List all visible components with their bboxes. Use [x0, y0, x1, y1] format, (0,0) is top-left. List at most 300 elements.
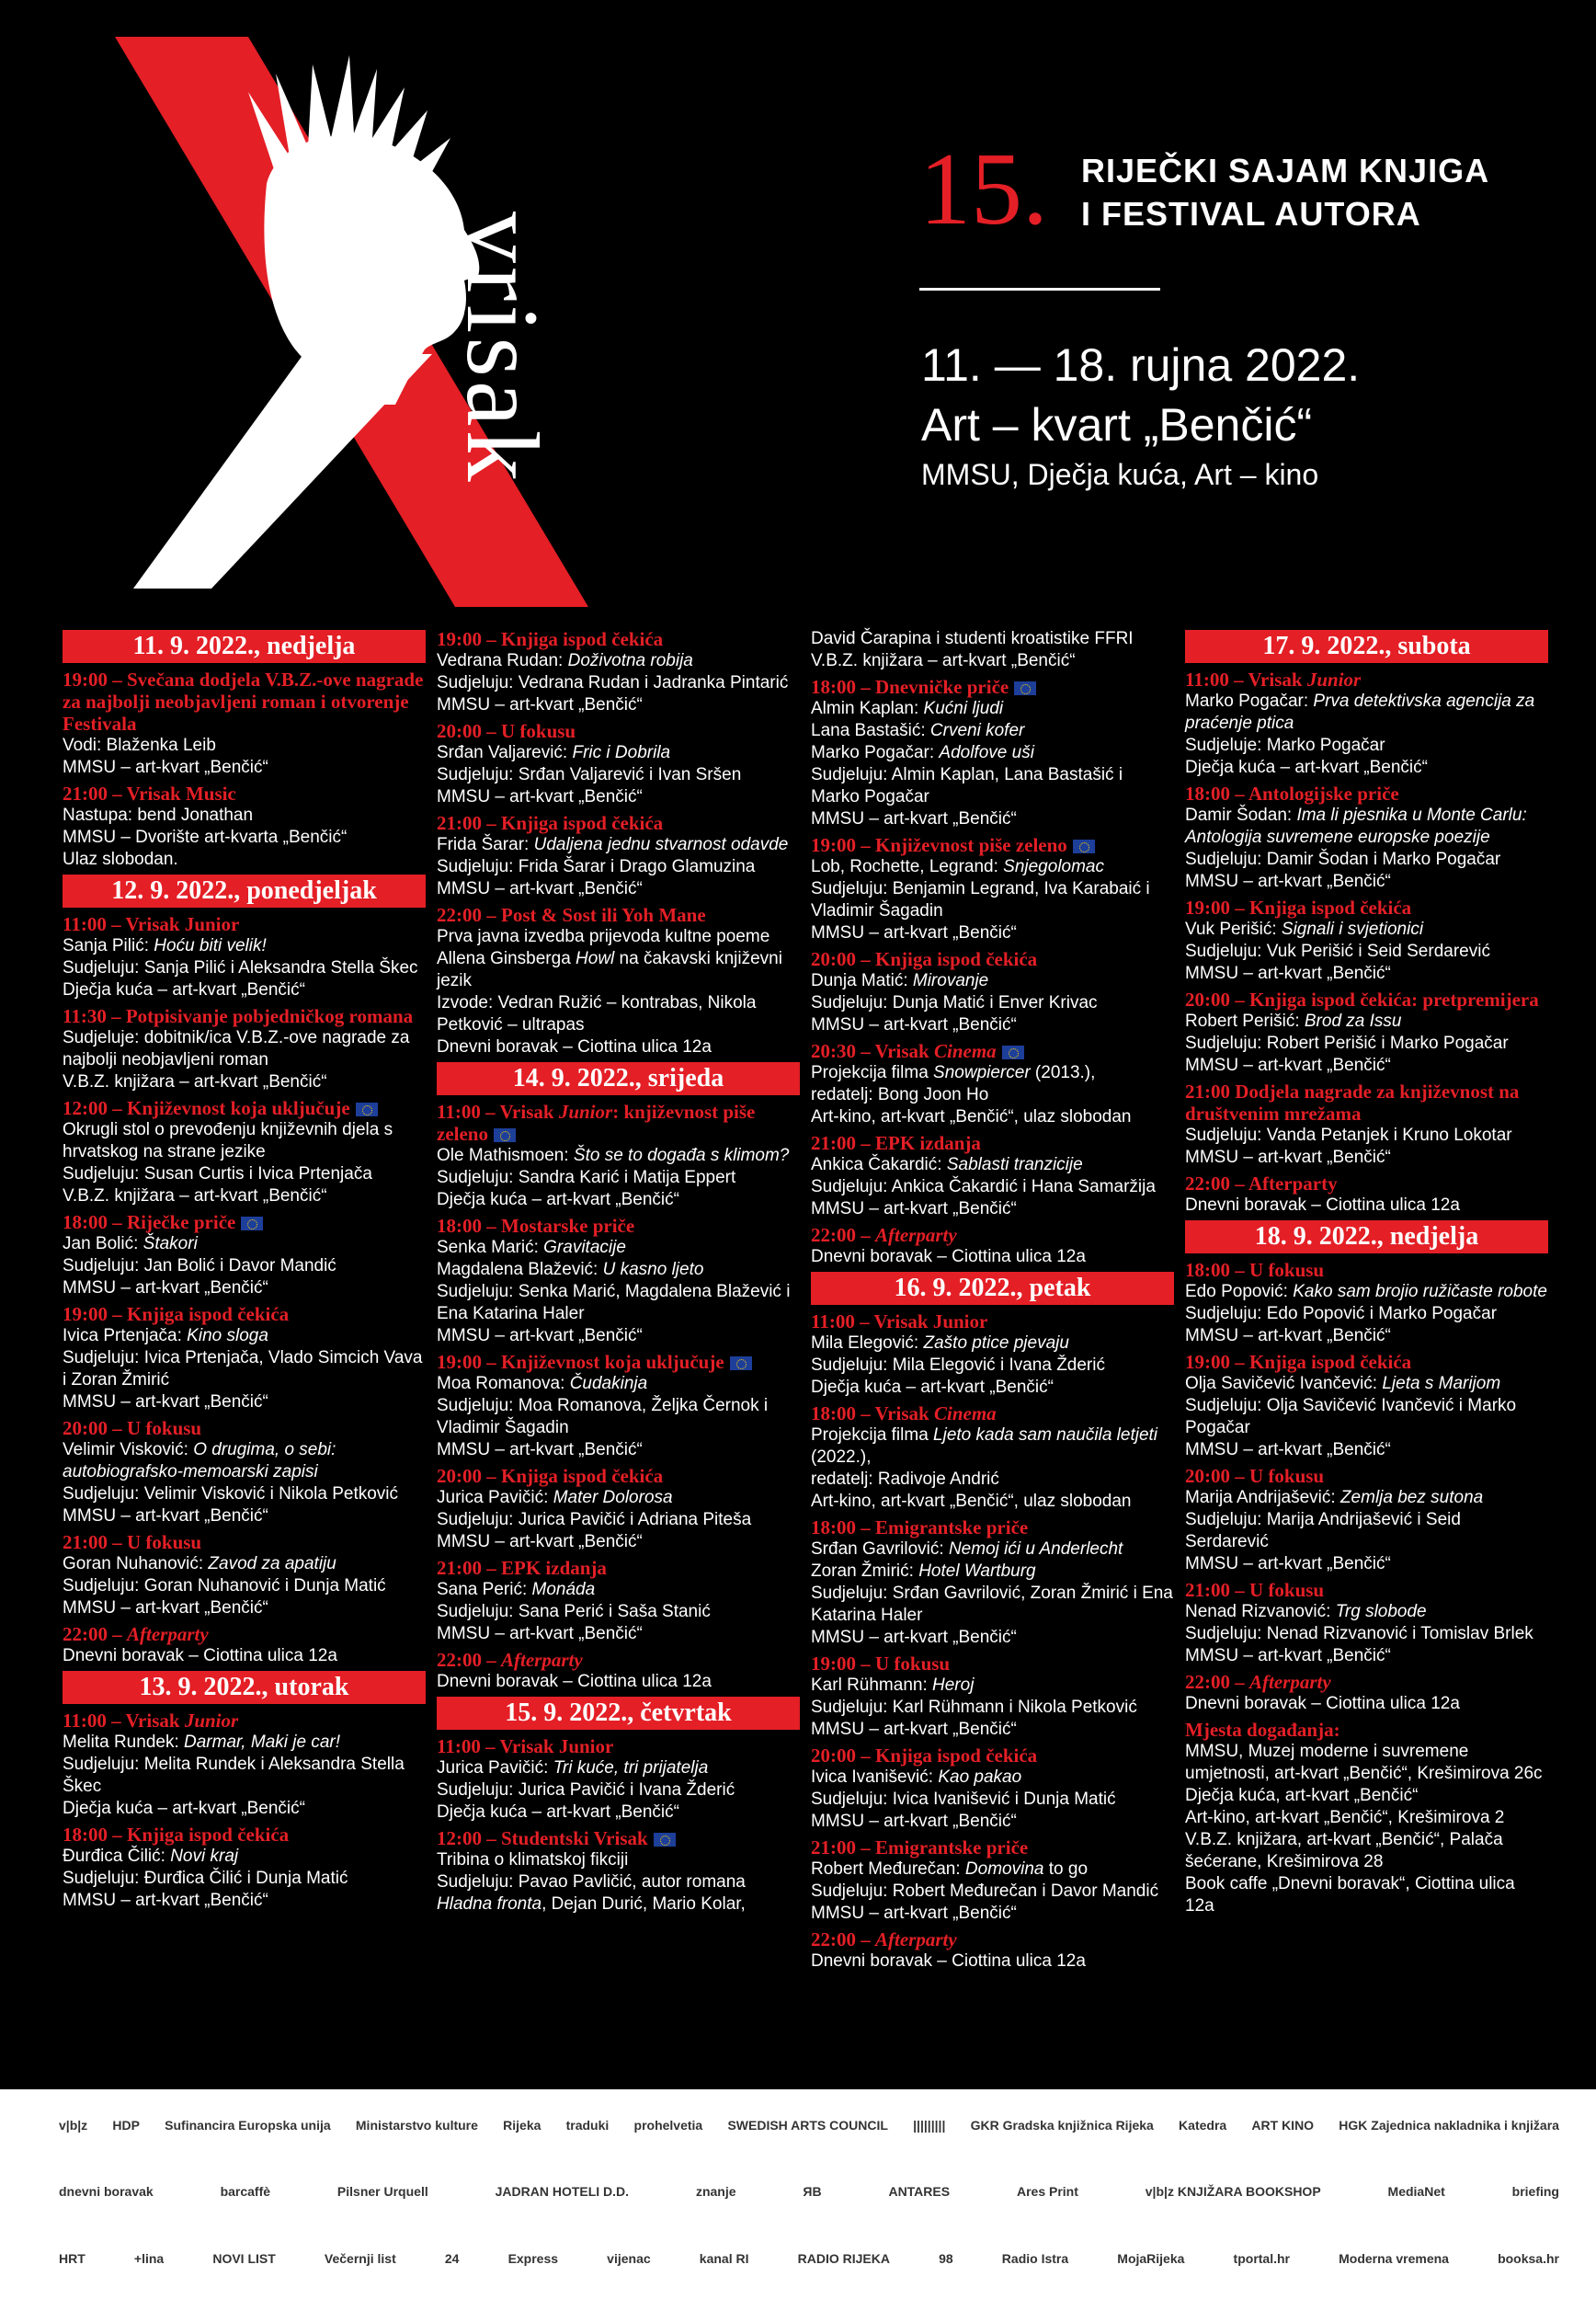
- event-title: 11:30 – Potpisivanje pobjedničkog romana: [63, 1005, 414, 1027]
- program-event: [437, 1351, 800, 1461]
- day-header: 18. 9. 2022., nedjelja: [1185, 1220, 1548, 1253]
- program-event: [63, 783, 426, 871]
- event-detail: Marko Pogačar: Prva detektivska agencija za praćenje ptica: [1185, 692, 1535, 733]
- event-detail: Sudjeluju: Olja Savičević Ivančević i Marko Pogačar: [1185, 1396, 1517, 1437]
- program-event: [437, 628, 800, 716]
- sponsor-logo: HRT: [59, 2251, 86, 2266]
- event-detail: MMSU – art-kvart „Benčić“: [63, 1506, 268, 1526]
- event-title: 11:00 – Vrisak Junior: [63, 913, 240, 935]
- day-header: 17. 9. 2022., subota: [1185, 630, 1548, 663]
- program-event: [1185, 897, 1548, 985]
- event-detail: MMSU – art-kvart „Benčić“: [811, 1720, 1017, 1739]
- event-detail: Dnevni boravak – Ciottina ulica 12a: [437, 1037, 712, 1057]
- event-detail: MMSU – art-kvart „Benčić“: [1185, 1056, 1391, 1075]
- program-event: [437, 1735, 800, 1824]
- program-column-3: [811, 628, 1174, 1976]
- eu-flag-icon: [1002, 1046, 1024, 1059]
- program-event: [1185, 1465, 1548, 1575]
- event-detail: Book caffe „Dnevni boravak“, Ciottina ulica 12a: [1185, 1874, 1515, 1916]
- event-detail: Lob, Rochette, Legrand: Snjegolomac: [811, 857, 1104, 876]
- event-detail: Sudjeluju: Karl Rühmann i Nikola Petković: [811, 1698, 1137, 1717]
- program-event: [437, 904, 800, 1058]
- sponsor-logo: ANTARES: [888, 2184, 951, 2199]
- event-title: 11:00 – Vrisak Junior: književnost piše zeleno: [437, 1101, 756, 1145]
- sponsor-logo: Ares Print: [1016, 2184, 1078, 2199]
- event-detail: Karl Rühmann: Heroj: [811, 1676, 975, 1695]
- event-detail: MMSU – art-kvart „Benčić“: [1185, 1554, 1391, 1573]
- event-detail: V.B.Z. knjižara – art-kvart „Benčić“: [63, 1186, 327, 1206]
- event-detail: Mila Elegović: Zašto ptice pjevaju: [811, 1333, 1069, 1353]
- event-detail: Zoran Žmirić: Hotel Wartburg: [811, 1561, 1036, 1581]
- event-detail: Sana Perić: Monáda: [437, 1580, 596, 1599]
- event-detail: MMSU – art-kvart „Benčić“: [1185, 1326, 1391, 1345]
- program-event: [811, 1132, 1174, 1220]
- event-title: 21:00 – Emigrantske priče: [811, 1836, 1029, 1859]
- event-title: 21:00 – EPK izdanja: [811, 1132, 981, 1154]
- event-detail: Sudjeluju: Vanda Petanjek i Kruno Lokotar: [1185, 1126, 1512, 1145]
- event-title: 22:00 – Afterparty: [1185, 1172, 1338, 1195]
- event-title: 20:00 – Knjiga ispod čekića: [811, 948, 1038, 970]
- event-detail: MMSU – art-kvart „Benčić“: [437, 1326, 643, 1345]
- event-detail: Ivica Prtenjača: Kino sloga: [63, 1326, 268, 1345]
- program-event: [1185, 1081, 1548, 1169]
- program-event: [63, 1824, 426, 1912]
- event-title: 19:00 – Knjiga ispod čekića: [1185, 1351, 1412, 1373]
- event-title: 18:00 – Antologijske priče: [1185, 783, 1399, 805]
- eu-flag-icon: [730, 1356, 752, 1370]
- event-title: 20:00 – Knjiga ispod čekića: [437, 1465, 664, 1487]
- event-detail: Đurđica Čilić: Novi kraj: [63, 1847, 239, 1866]
- event-detail: Ole Mathismoen: Što se to događa s klimom?: [437, 1146, 790, 1165]
- event-detail: MMSU – art-kvart „Benčić“: [811, 1904, 1017, 1923]
- program-event: [1185, 1671, 1548, 1715]
- day-header: 14. 9. 2022., srijeda: [437, 1062, 800, 1095]
- event-title: 22:00 – Afterparty: [1185, 1671, 1331, 1693]
- event-detail: Sudjeluju: Srđan Gavrilović, Zoran Žmirić i Ena Katarina Haler: [811, 1584, 1173, 1625]
- event-detail: MMSU, Muzej moderne i suvremene umjetnosti, art-kvart „Benčić“, Krešimirova 26c: [1185, 1742, 1543, 1783]
- program-event: [811, 1836, 1174, 1925]
- event-detail: Sudjeluju: Susan Curtis i Ivica Prtenjača: [63, 1164, 372, 1184]
- event-title: 21:00 – U fokusu: [63, 1531, 202, 1553]
- event-detail: MMSU – art-kvart „Benčić“: [1185, 1148, 1391, 1167]
- festival-title-line1: RIJEČKI SAJAM KNJIGA: [1081, 152, 1490, 189]
- event-detail: Art-kino, art-kvart „Benčić“, Krešimirova 2: [1185, 1808, 1505, 1827]
- event-detail: MMSU – art-kvart „Benčić“: [63, 758, 268, 777]
- program-event: [63, 1005, 426, 1093]
- event-detail: Robert Međurečan: Domovina to go: [811, 1859, 1089, 1879]
- event-detail: Sudjeluju: Pavao Pavličić, autor romana Hladna fronta, Dejan Durić, Mario Kolar,: [437, 1872, 746, 1914]
- event-detail: Goran Nuhanović: Zavod za apatiju: [63, 1554, 336, 1573]
- event-title: 18:00 – Riječke priče: [63, 1211, 426, 1233]
- event-title: 12:00 – Studentski Vrisak: [437, 1827, 800, 1849]
- program-event: [811, 834, 1174, 944]
- header-divider: [919, 288, 1160, 291]
- sponsor-logo: Express: [507, 2251, 559, 2266]
- eu-flag-icon: [494, 1128, 516, 1142]
- sponsor-row: [55, 2165, 1563, 2218]
- event-detail: MMSU – art-kvart „Benčić“: [811, 1199, 1017, 1218]
- event-detail: Dnevni boravak – Ciottina ulica 12a: [1185, 1195, 1460, 1215]
- program-event: [811, 1310, 1174, 1399]
- program-event: [1185, 669, 1548, 779]
- event-detail: Dječja kuća – art-kvart „Benčić“: [811, 1378, 1054, 1397]
- event-detail: MMSU – art-kvart „Benčić“: [63, 1392, 268, 1412]
- program-event: [1185, 1172, 1548, 1217]
- event-detail: Sudjeluju: Vuk Perišić i Seid Serdarević: [1185, 942, 1490, 961]
- edition-number: 15.: [919, 132, 1048, 246]
- sponsor-logo: vijenac: [607, 2251, 651, 2266]
- event-title: 22:00 – Afterparty: [811, 1928, 957, 1950]
- program-column-2: [437, 628, 800, 1919]
- program-event: [1185, 1579, 1548, 1667]
- event-detail: Dječja kuća, art-kvart „Benčić“: [1185, 1786, 1419, 1805]
- event-detail: Marija Andrijašević: Zemlja bez sutona: [1185, 1488, 1484, 1507]
- event-detail: Sanja Pilić: Hoću biti velik!: [63, 936, 267, 955]
- program-event: [811, 676, 1174, 830]
- event-detail: Sudjeluju: Ivica Prtenjača, Vlado Simcich Vava i Zoran Žmirić: [63, 1348, 423, 1390]
- event-detail: Dnevni boravak – Ciottina ulica 12a: [63, 1646, 337, 1665]
- event-title: 19:00 – Knjiga ispod čekića: [63, 1303, 290, 1325]
- event-detail: V.B.Z. knjižara, art-kvart „Benčić“, Palača šećerane, Krešimirova 28: [1185, 1830, 1503, 1871]
- event-detail: Sudjeluju: Marija Andrijašević i Seid Serdarević: [1185, 1510, 1461, 1551]
- event-title: 22:00 – Afterparty: [63, 1623, 209, 1645]
- event-detail: MMSU – art-kvart „Benčić“: [437, 879, 643, 898]
- event-detail: Tribina o klimatskoj fikciji: [437, 1850, 629, 1870]
- sponsor-logo: |||||||||: [913, 2118, 946, 2133]
- event-detail: Sudjeluje: Marko Pogačar: [1185, 736, 1385, 755]
- program-event: [437, 1557, 800, 1645]
- event-title: 11:00 – Vrisak Junior: [437, 1735, 614, 1757]
- event-detail: Sudjeluju: Srđan Valjarević i Ivan Sršen: [437, 765, 742, 784]
- event-detail: MMSU – art-kvart „Benčić“: [437, 1624, 643, 1643]
- sponsor-bar: [0, 2089, 1596, 2299]
- program-event: [437, 720, 800, 808]
- event-detail: Sudjeluju: Nenad Rizvanović i Tomislav Brlek: [1185, 1624, 1533, 1643]
- event-detail: Vuk Perišić: Signali i svjetionici: [1185, 920, 1424, 939]
- event-title: 18:00 – Emigrantske priče: [811, 1516, 1029, 1538]
- sponsor-logo: Radio Istra: [1001, 2251, 1069, 2266]
- event-detail: MMSU – Dvorište art-kvarta „Benčić“: [63, 828, 348, 847]
- day-header: 12. 9. 2022., ponedjeljak: [63, 875, 426, 908]
- event-title: 21:00 – U fokusu: [1185, 1579, 1325, 1601]
- event-detail: Sudjeluju: Almin Kaplan, Lana Bastašić i Marko Pogačar: [811, 765, 1123, 806]
- event-detail: Marko Pogačar: Adolfove uši: [811, 743, 1034, 762]
- event-detail: V.B.Z. knjižara – art-kvart „Benčić“: [63, 1072, 327, 1092]
- event-title: 21:00 – Vrisak Music: [63, 783, 236, 805]
- event-title: 11:00 – Vrisak Junior: [63, 1710, 239, 1732]
- event-title: 18:00 – U fokusu: [1185, 1259, 1325, 1281]
- event-detail: Srđan Valjarević: Fric i Dobrila: [437, 743, 671, 762]
- program-event: [63, 669, 426, 779]
- event-detail: Dnevni boravak – Ciottina ulica 12a: [437, 1672, 712, 1691]
- event-title: 21:00 Dodjela nagrade za književnost na društvenim mrežama: [1185, 1081, 1520, 1125]
- sponsor-logo: MojaRijeka: [1117, 2251, 1185, 2266]
- eu-flag-icon: [356, 1103, 378, 1116]
- event-detail: Jurica Pavičić: Tri kuće, tri prijatelja: [437, 1758, 709, 1778]
- event-detail: MMSU – art-kvart „Benčić“: [1185, 1440, 1391, 1459]
- event-detail: Prva javna izvedba prijevoda kultne poeme Allena Ginsberga Howl na čakavski književni jezik: [437, 927, 782, 990]
- sponsor-logo: znanje: [695, 2184, 736, 2199]
- eu-flag-icon: [654, 1833, 676, 1847]
- event-title: 22:00 – Afterparty: [437, 1649, 583, 1671]
- logo-word: vrisak: [445, 212, 559, 486]
- program-event: [811, 948, 1174, 1036]
- event-detail: Sudjeluju: Jan Bolić i Davor Mandić: [63, 1256, 336, 1275]
- sponsor-logo: SWEDISH ARTS COUNCIL: [727, 2118, 888, 2133]
- day-header: 15. 9. 2022., četvrtak: [437, 1697, 800, 1730]
- event-title: 18:00 – Dnevničke priče: [811, 676, 1174, 698]
- event-detail: Sudjeluju: Jurica Pavičić i Ivana Žderić: [437, 1780, 735, 1800]
- event-detail: Sudjeluju: Frida Šarar i Drago Glamuzina: [437, 857, 756, 876]
- event-detail: redatelj: Radivoje Andrić: [811, 1470, 999, 1489]
- program-event: [63, 1710, 426, 1820]
- event-detail: MMSU – art-kvart „Benčić“: [437, 695, 643, 715]
- event-detail: Dnevni boravak – Ciottina ulica 12a: [811, 1951, 1086, 1971]
- sponsor-logo: NOVI LIST: [212, 2251, 276, 2266]
- sponsor-logo: +lina: [133, 2251, 165, 2266]
- sponsor-logo: HGK Zajednica nakladnika i knjižara: [1339, 2118, 1559, 2133]
- event-title: 11:00 – Vrisak Junior: [1185, 669, 1362, 691]
- program-event: [63, 1623, 426, 1667]
- event-detail: Almin Kaplan: Kućni ljudi: [811, 699, 1004, 718]
- day-header: 11. 9. 2022., nedjelja: [63, 630, 426, 663]
- program-event: [437, 1649, 800, 1693]
- sponsor-logo: Moderna vremena: [1339, 2251, 1449, 2266]
- event-title: 21:00 – Knjiga ispod čekića: [437, 812, 664, 834]
- event-detail: Sudjeluju: Jurica Pavičić i Adriana Piteša: [437, 1510, 752, 1529]
- event-detail: Velimir Visković: O drugima, o sebi: autobiografsko-memoarski zapisi: [63, 1440, 336, 1481]
- event-title: 20:00 – U fokusu: [1185, 1465, 1325, 1487]
- sponsor-logo: GKR Gradska knjižnica Rijeka: [970, 2118, 1154, 2133]
- event-title: 11:00 – Vrisak Junior: [811, 1310, 988, 1333]
- event-title: 18:00 – Mostarske priče: [437, 1215, 635, 1237]
- event-detail: Dunja Matić: Mirovanje: [811, 971, 989, 990]
- festival-venue: Art – kvart „Benčić“: [921, 399, 1313, 451]
- program-event: [811, 1744, 1174, 1833]
- eu-flag-icon: [241, 1217, 263, 1230]
- eu-flag-icon: [1014, 681, 1036, 695]
- program-event: [437, 1465, 800, 1553]
- program-event: [63, 1303, 426, 1413]
- event-detail: Sudjeluju: Melita Rundek i Aleksandra Stella Škec: [63, 1755, 405, 1796]
- event-title: 20:00 – Knjiga ispod čekića: [811, 1744, 1038, 1767]
- sponsor-logo: JADRAN HOTELI D.D.: [495, 2184, 630, 2199]
- event-detail: Lana Bastašić: Crveni kofer: [811, 721, 1025, 740]
- program-event: [63, 1531, 426, 1619]
- event-detail: Art-kino, art-kvart „Benčić“, ulaz slobodan: [811, 1107, 1132, 1127]
- program-event: [811, 1040, 1174, 1128]
- program-event: [1185, 1351, 1548, 1461]
- event-detail: Art-kino, art-kvart „Benčić“, ulaz slobodan: [811, 1492, 1132, 1511]
- event-detail: MMSU – art-kvart „Benčić“: [437, 787, 643, 806]
- event-detail: redatelj: Bong Joon Ho: [811, 1085, 989, 1104]
- event-title: 22:00 – Afterparty: [811, 1224, 957, 1246]
- sponsor-logo: Rijeka: [503, 2118, 542, 2133]
- sponsor-row: [55, 2232, 1563, 2285]
- sponsor-logo: v|b|z: [59, 2118, 88, 2133]
- sponsor-logo: briefing: [1511, 2184, 1559, 2199]
- festival-venue-sub: MMSU, Dječja kuća, Art – kino: [921, 458, 1319, 491]
- event-detail: Sudjeluju: Sana Perić i Saša Stanić: [437, 1602, 711, 1621]
- event-detail: MMSU – art-kvart „Benčić“: [437, 1440, 643, 1459]
- event-detail: Vodi: Blaženka Leib: [63, 736, 216, 755]
- event-detail: Dječja kuća – art-kvart „Benčić“: [1185, 758, 1428, 777]
- event-detail: MMSU – art-kvart „Benčić“: [811, 1628, 1017, 1647]
- event-detail: Sudjeluju: Ankica Čakardić i Hana Samaržija: [811, 1177, 1156, 1196]
- event-detail: Ulaz slobodan.: [63, 850, 178, 869]
- program-event: [437, 1101, 800, 1211]
- event-detail: MMSU – art-kvart „Benčić“: [811, 1812, 1017, 1831]
- sponsor-logo: v|b|z KNJIŽARA BOOKSHOP: [1145, 2184, 1321, 2199]
- event-title: 19:00 – Književnost piše zeleno: [811, 834, 1174, 856]
- program-event: [811, 1516, 1174, 1649]
- program-event: [811, 1928, 1174, 1973]
- event-detail: MMSU – art-kvart „Benčić“: [63, 1278, 268, 1298]
- program-event: [1185, 1259, 1548, 1347]
- program-event: [811, 1224, 1174, 1268]
- event-title: 19:00 – Knjiga ispod čekića: [437, 628, 664, 650]
- sponsor-logo: Sufinancira Europska unija: [165, 2118, 331, 2133]
- event-detail: Dječja kuća – art-kvart „Benčić“: [63, 1799, 305, 1818]
- event-detail: Sudjeluju: Dunja Matić i Enver Krivac: [811, 993, 1098, 1012]
- program-event: [63, 1417, 426, 1527]
- event-detail: Nenad Rizvanović: Trg slobode: [1185, 1602, 1427, 1621]
- event-detail: Melita Rundek: Darmar, Maki je car!: [63, 1733, 340, 1752]
- event-title: Mjesta događanja:: [1185, 1719, 1340, 1741]
- event-title: 20:30 – Vrisak Cinema: [811, 1040, 1174, 1062]
- event-detail: Dječja kuća – art-kvart „Benčić“: [437, 1190, 679, 1209]
- sponsor-logo: MediaNet: [1387, 2184, 1445, 2199]
- event-detail: MMSU – art-kvart „Benčić“: [63, 1598, 268, 1618]
- event-detail: Sudjeluju: Đurđica Čilić i Dunja Matić: [63, 1869, 348, 1888]
- sponsor-logo: Večernji list: [324, 2251, 396, 2266]
- event-detail: Sudjeluju: Moa Romanova, Željka Černok i Vladimir Šagadin: [437, 1396, 769, 1437]
- event-title: 22:00 – Post & Sost ili Yoh Mane: [437, 904, 706, 926]
- event-detail: Sudjeluju: Benjamin Legrand, Iva Karabaić i Vladimir Šagadin: [811, 879, 1150, 921]
- event-detail: Sudjeluju: Sandra Karić i Matija Eppert: [437, 1168, 736, 1187]
- sponsor-logo: Ministarstvo kulture: [355, 2118, 478, 2133]
- event-title: 19:00 – U fokusu: [811, 1653, 951, 1675]
- eu-flag-icon: [1073, 840, 1095, 853]
- program-event: [63, 913, 426, 1001]
- event-detail: Sudjeluju: Edo Popović i Marko Pogačar: [1185, 1304, 1498, 1323]
- sponsor-logo: Katedra: [1179, 2118, 1227, 2133]
- event-detail: David Čarapina i studenti kroatistike FFRI: [811, 629, 1134, 648]
- event-detail: Olja Savičević Ivančević: Ljeta s Marijom: [1185, 1374, 1501, 1393]
- event-detail: Sudjeluju: Sanja Pilić i Aleksandra Stella Škec: [63, 958, 418, 978]
- event-title: 20:00 – U fokusu: [63, 1417, 202, 1439]
- program-event: [1185, 783, 1548, 893]
- event-detail: Projekcija filma Snowpiercer (2013.),: [811, 1063, 1096, 1082]
- event-detail: Sudjeluju: Mila Elegović i Ivana Žderić: [811, 1355, 1105, 1375]
- poster-header: [0, 0, 1596, 625]
- event-detail: Srđan Gavrilović: Nemoj ići u Anderlecht: [811, 1539, 1123, 1559]
- sponsor-logo: HDP: [112, 2118, 140, 2133]
- event-title: 20:00 – U fokusu: [437, 720, 576, 742]
- event-detail: Sudjeluju: Vedrana Rudan i Jadranka Pintarić: [437, 673, 789, 692]
- event-title: 21:00 – EPK izdanja: [437, 1557, 607, 1579]
- event-detail: Nastupa: bend Jonathan: [63, 806, 254, 825]
- event-detail: Sudjeluju: Velimir Visković i Nikola Petković: [63, 1484, 399, 1504]
- event-title: 19:00 – Knjiga ispod čekića: [1185, 897, 1412, 919]
- event-detail: MMSU – art-kvart „Benčić“: [811, 1015, 1017, 1035]
- program-event: [63, 1211, 426, 1299]
- event-detail: Dnevni boravak – Ciottina ulica 12a: [811, 1247, 1086, 1266]
- sponsor-logo: traduki: [565, 2118, 610, 2133]
- sponsor-logo: RADIO RIJEKA: [797, 2251, 890, 2266]
- sponsor-logo: dnevni boravak: [59, 2184, 154, 2199]
- event-detail: MMSU – art-kvart „Benčić“: [437, 1532, 643, 1551]
- event-detail: Sudjeluju: Goran Nuhanović i Dunja Matić: [63, 1576, 386, 1596]
- event-detail: Senka Marić: Gravitacije: [437, 1238, 626, 1257]
- event-detail: Projekcija filma Ljeto kada sam naučila letjeti (2022.),: [811, 1425, 1158, 1467]
- event-detail: MMSU – art-kvart „Benčić“: [1185, 964, 1391, 983]
- event-detail: Moa Romanova: Čudakinja: [437, 1374, 648, 1393]
- program-event: [63, 1097, 426, 1207]
- program-event: [811, 1402, 1174, 1513]
- event-detail: Sudjeluje: dobitnik/ica V.B.Z.-ove nagrade za najbolji neobjavljeni roman: [63, 1028, 410, 1069]
- event-detail: Vedrana Rudan: Doživotna robija: [437, 651, 693, 670]
- sponsor-logo: kanal RI: [699, 2251, 749, 2266]
- event-detail: Jurica Pavičić: Mater Dolorosa: [437, 1488, 673, 1507]
- festival-dates: 11. — 18. rujna 2022.: [921, 339, 1361, 391]
- event-detail: Magdalena Blažević: U kasno ljeto: [437, 1260, 704, 1279]
- event-detail: Sudjeluju: Robert Perišić i Marko Pogačar: [1185, 1034, 1509, 1053]
- program-event: [437, 1827, 800, 1916]
- event-detail: Dječja kuća – art-kvart „Benčić“: [437, 1802, 679, 1822]
- day-header: 13. 9. 2022., utorak: [63, 1671, 426, 1704]
- program-column-1: [63, 628, 426, 1916]
- sponsor-logo: prohelvetia: [633, 2118, 703, 2133]
- festival-title-line2: I FESTIVAL AUTORA: [1081, 195, 1421, 233]
- sponsor-logo: ART KINO: [1251, 2118, 1315, 2133]
- program-event: [437, 1215, 800, 1347]
- program-event: [1185, 1719, 1548, 1917]
- sponsor-logo: barcaffè: [220, 2184, 271, 2199]
- event-detail: MMSU – art-kvart „Benčić“: [811, 923, 1017, 943]
- sponsor-logo: booksa.hr: [1498, 2251, 1559, 2266]
- program-event: [811, 1653, 1174, 1741]
- day-header: 16. 9. 2022., petak: [811, 1272, 1174, 1305]
- event-detail: Sudjeluju: Damir Šodan i Marko Pogačar: [1185, 850, 1501, 869]
- event-detail: Damir Šodan: Ima li pjesnika u Monte Carlu: Antologija suvremene europske poezije: [1185, 806, 1527, 847]
- sponsor-logo: Pilsner Urquell: [336, 2184, 428, 2199]
- event-detail: MMSU – art-kvart „Benčić“: [1185, 872, 1391, 891]
- event-detail: Sudjeluju: Ivica Ivanišević i Dunja Matić: [811, 1790, 1116, 1809]
- event-title: 19:00 – Svečana dodjela V.B.Z.-ove nagrade za najbolji neobjavljeni roman i otvorenje Festivala: [63, 669, 424, 735]
- program-column-4: [1185, 628, 1548, 1921]
- event-title: 19:00 – Književnost koja uključuje: [437, 1351, 800, 1373]
- sponsor-logo: ЯB: [803, 2184, 822, 2199]
- event-detail: Sudjeluju: Senka Marić, Magdalena Blažević i Ena Katarina Haler: [437, 1282, 791, 1323]
- program-event: [811, 628, 1174, 672]
- sponsor-logo: 98: [939, 2251, 953, 2266]
- event-detail: MMSU – art-kvart „Benčić“: [811, 809, 1017, 829]
- event-detail: Ankica Čakardić: Sablasti tranzicije: [811, 1155, 1083, 1174]
- sponsor-logo: 24: [444, 2251, 460, 2266]
- event-title: 18:00 – Knjiga ispod čekića: [63, 1824, 290, 1846]
- event-detail: Ivica Ivanišević: Kao pakao: [811, 1767, 1022, 1787]
- event-detail: Okrugli stol o prevođenju književnih djela s hrvatskog na strane jezike: [63, 1120, 393, 1161]
- event-detail: Edo Popović: Kako sam brojio ružičaste robote: [1185, 1282, 1547, 1301]
- event-title: 20:00 – Knjiga ispod čekića: pretpremijera: [1185, 989, 1539, 1011]
- event-detail: MMSU – art-kvart „Benčić“: [1185, 1646, 1391, 1665]
- event-title: 12:00 – Književnost koja uključuje: [63, 1097, 426, 1119]
- vrisak-logo: [0, 0, 827, 625]
- sponsor-row: [55, 2099, 1563, 2152]
- event-detail: Dječja kuća – art-kvart „Benčić“: [63, 980, 305, 1000]
- sponsor-logo: tportal.hr: [1233, 2251, 1290, 2266]
